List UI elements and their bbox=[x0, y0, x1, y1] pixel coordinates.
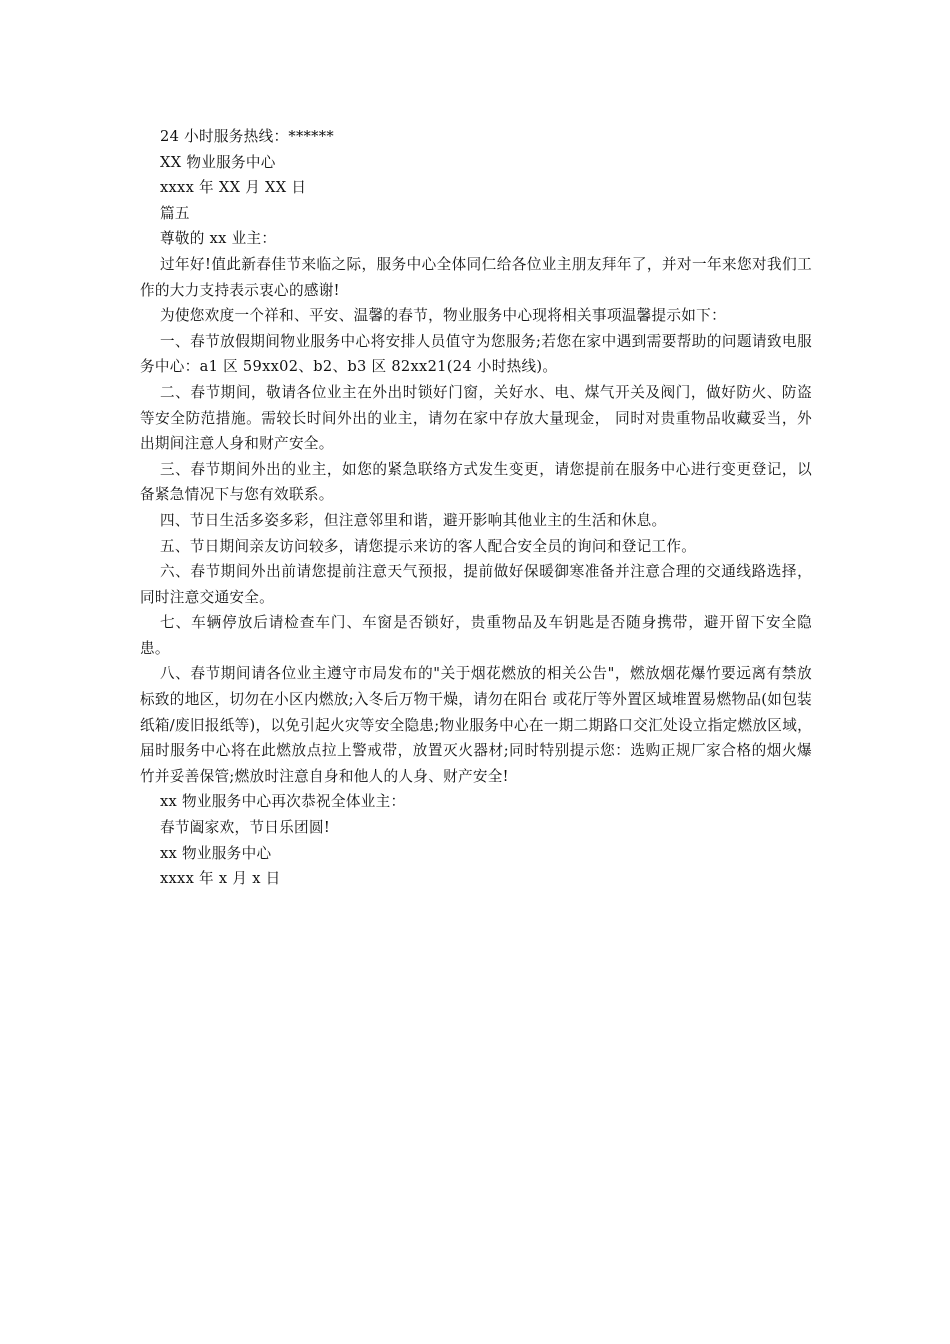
document-body bbox=[140, 124, 812, 892]
notice-item-6: 六、春节期间外出前请您提前注意天气预报，提前做好保暖御寒准备并注意合理的交通线路选择，同时注意交通安全。 bbox=[140, 563, 812, 606]
salutation: 尊敬的 xx 业主： bbox=[160, 230, 277, 248]
notice-item-1: 一、春节放假期间物业服务中心将安排人员值守为您服务;若您在家中遇到需要帮助的问题请致电服务中心：a1 区 59xx02、b2、b3 区 82xx21(24 小时热线)。 bbox=[140, 332, 812, 376]
signature-date: xxxx 年 x 月 x 日 bbox=[160, 870, 281, 888]
closing-wish-intro: xx 物业服务中心再次恭祝全体业主： bbox=[160, 793, 406, 811]
notice-item-5: 五、节日期间亲友访问较多，请您提示来访的客人配合安全员的询问和登记工作。 bbox=[160, 537, 697, 555]
greeting-paragraph: 过年好!值此新春佳节来临之际，服务中心全体同仁给各位业主朋友拜年了，并对一年来您对我们工作的大力支持表示衷心的感谢! bbox=[140, 255, 812, 299]
intro-paragraph: 为使您欢度一个祥和、平安、温馨的春节，物业服务中心现将相关事项温馨提示如下： bbox=[160, 307, 726, 325]
notice-item-4: 四、节日生活多姿多彩，但注意邻里和谐，避开影响其他业主的生活和休息。 bbox=[160, 511, 667, 529]
hotline-line: 24 小时服务热线：****** bbox=[160, 128, 334, 145]
notice-item-3: 三、春节期间外出的业主，如您的紧急联络方式发生变更，请您提前在服务中心进行变更登记，以备紧急情况下与您有效联系。 bbox=[140, 460, 812, 504]
sender-line: XX 物业服务中心 bbox=[160, 153, 276, 171]
notice-item-7: 七、车辆停放后请检查车门、车窗是否锁好，贵重物品及车钥匙是否随身携带，避开留下安全隐患。 bbox=[140, 614, 812, 657]
signature: xx 物业服务中心 bbox=[160, 844, 272, 862]
closing-wish: 春节阖家欢，节日乐团圆! bbox=[160, 819, 330, 837]
date-line: xxxx 年 XX 月 XX 日 bbox=[160, 179, 307, 197]
section-title: 篇五 bbox=[160, 204, 190, 222]
notice-item-8: 八、春节期间请各位业主遵守市局发布的"关于烟花燃放的相关公告"，燃放烟花爆竹要远离有禁放标致的地区，切勿在小区内燃放;入冬后万物干燥，请勿在阳台 或花厅等外置区域堆置易燃物品(如包装纸箱/废旧报纸等)，以免引起火灾等安全隐患;物业服务中心在一期二期路口交汇处设立指定燃放区域，届时服务中心将在此燃放点拉上警戒带，放置灭火器材;同时特别提示您：选购正规厂家合格的烟火爆竹并妥善保管;燃放时注意自身和他人的人身、财产安全! bbox=[140, 665, 812, 785]
notice-item-2: 二、春节期间，敬请各位业主在外出时锁好门窗，关好水、电、煤气开关及阀门，做好防火、防盗等安全防范措施。需较长时间外出的业主，请勿在家中存放大量现金， 同时对贵重物品收藏妥当，外出期间注意人身和财产安全。 bbox=[140, 383, 812, 453]
